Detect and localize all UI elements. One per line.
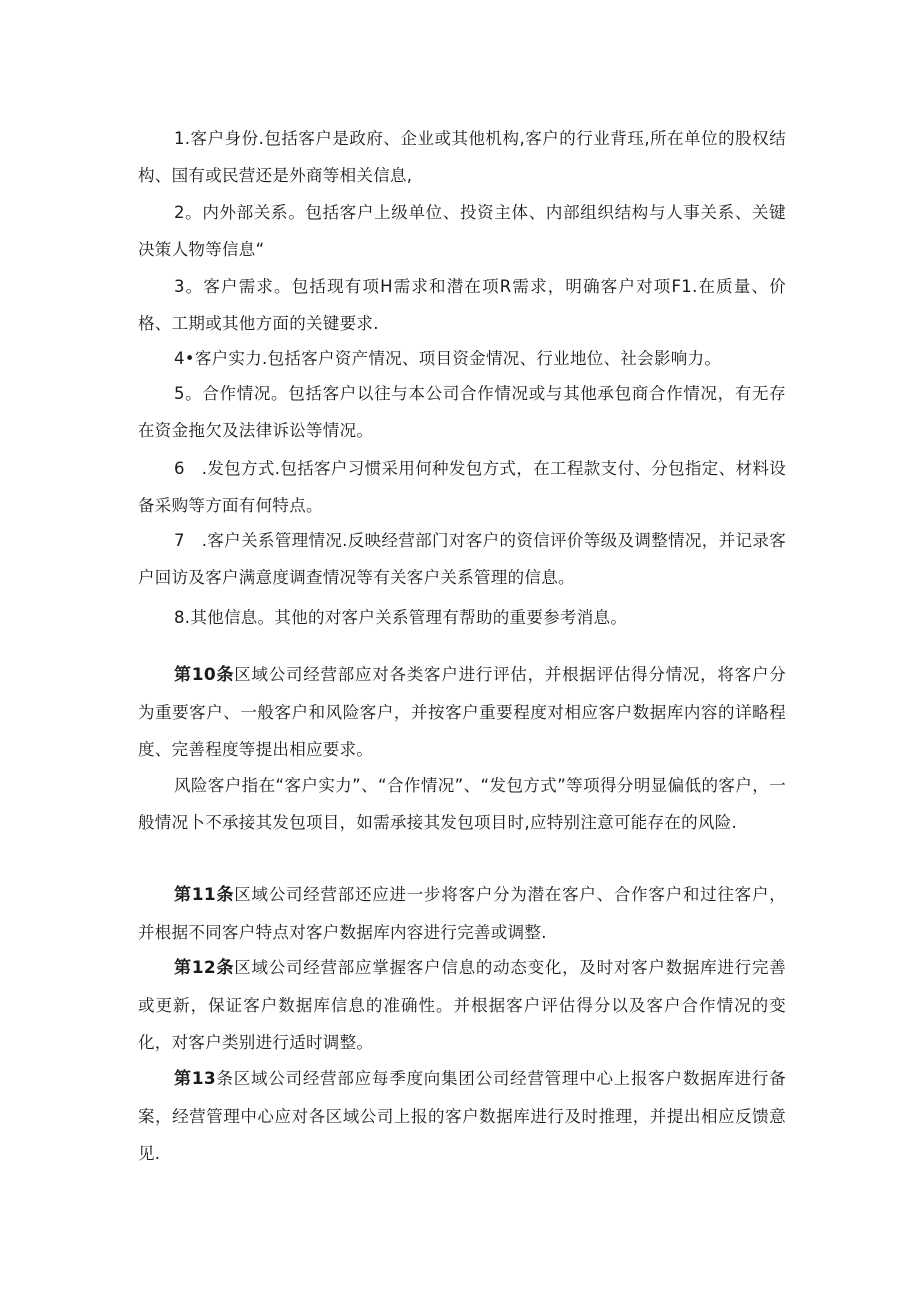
article-label: 第10条 xyxy=(174,665,235,685)
article-label: 第11条 xyxy=(174,885,235,905)
article-label: 第12条 xyxy=(174,958,235,978)
list-item xyxy=(138,522,786,596)
article-label: 第13 xyxy=(174,1069,217,1089)
list-item xyxy=(138,375,786,449)
item-text: 1.客户身份.包括客户是政府、企业或其他机构,客户的行业背珏,所在单位的股权结构、国有或民营还是外商等相关信息, xyxy=(138,129,786,185)
list-item xyxy=(138,120,786,194)
list-item xyxy=(138,194,786,268)
item-text: 4•客户实力.包括客户资产情况、项目资金情况、行业地位、社会影响力。 xyxy=(174,349,722,368)
article-paragraph xyxy=(138,656,786,768)
article-text: 区域公司经营部还应进一步将客户分为潜在客户、合作客户和过往客户，并根据不同客户特点对客户数据库内容进行完善或调整. xyxy=(138,885,786,942)
item-text: 3。客户需求。包括现有项H需求和潜在项R需求，明确客户对项F1.在质量、价格、工期或其他方面的关键要求. xyxy=(138,277,786,333)
article-paragraph xyxy=(138,767,786,841)
item-text: 5。合作情况。包括客户以往与本公司合作情况或与其他承包商合作情况，有无存在资金拖欠及法律诉讼等情况。 xyxy=(138,384,786,440)
list-item xyxy=(138,450,786,524)
list-item xyxy=(138,340,786,377)
article-text: 区域公司经营部应对各类客户进行评估，并根据评估得分情况，将客户分为重要客户、一般客户和风险客户，并按客户重要程度对相应客户数据库内容的详略程度、完善程度等提出相应要求。 xyxy=(138,665,786,759)
article-text: 风险客户指在“客户实力”、“合作情况”、“发包方式”等项得分明显偏低的客户，一般情况卜不承接其发包项目，如需承接其发包项目时,应特别注意可能存在的风险. xyxy=(138,776,786,832)
article-text: 区域公司经营部应掌握客户信息的动态变化，及时对客户数据库进行完善或更新，保证客户数据库信息的准确性。并根据客户评估得分以及客户合作情况的变化，对客户类别进行适时调整。 xyxy=(138,958,786,1052)
item-text: 2。内外部关系。包括客户上级单位、投资主体、内部组织结构与人事关系、关键决策人物等信息“ xyxy=(138,203,786,259)
article-paragraph xyxy=(138,949,786,1061)
list-item xyxy=(138,268,786,342)
item-text: 7 .客户关系管理情况.反映经营部门对客户的资信评价等级及调整情况，并记录客户回访及客户满意度调查情况等有关客户关系管理的信息。 xyxy=(138,531,786,587)
article-paragraph xyxy=(138,876,786,951)
item-text: 6 .发包方式.包括客户习惯采用何种发包方式，在工程款支付、分包指定、材料设备采购等方面有何特点。 xyxy=(138,459,786,515)
list-item xyxy=(138,599,786,636)
article-paragraph xyxy=(138,1060,786,1172)
item-text: 8.其他信息。其他的对客户关系管理有帮助的重要参考消息。 xyxy=(174,608,628,627)
article-text: 条区域公司经营部应每季度向集团公司经营管理中心上报客户数据库进行备案，经营管理中心应对各区域公司上报的客户数据库进行及时推理，并提出相应反馈意见. xyxy=(138,1069,786,1163)
